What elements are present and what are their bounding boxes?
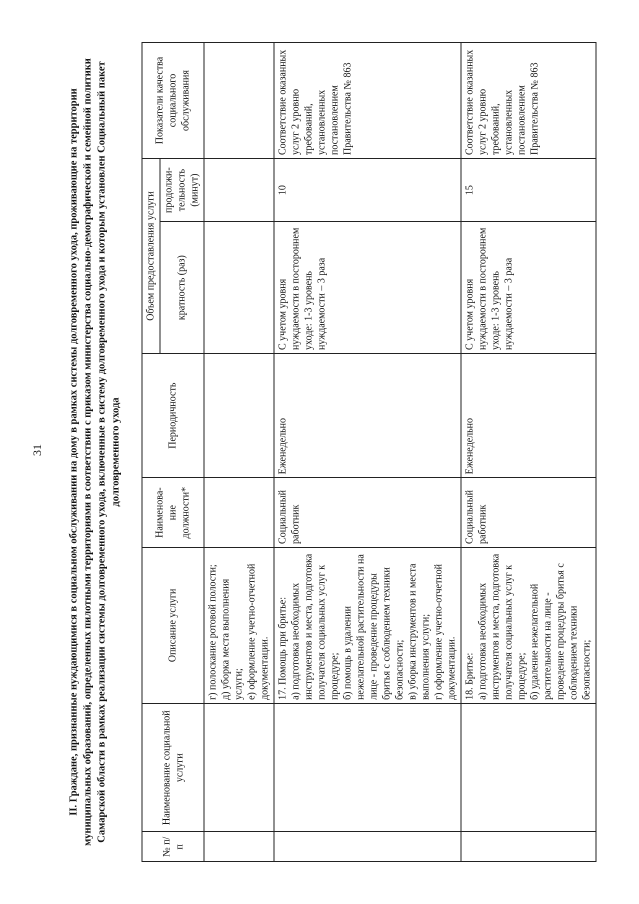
services-table <box>142 42 597 862</box>
cell-frequency: С учетом уровня нуждаемости в постороннем уходе: 1-3 уровень нуждаемости – 3 раза <box>461 222 596 354</box>
table-row <box>204 43 274 862</box>
table-header-row <box>142 43 160 862</box>
header-position: Наименова-ние должности* <box>142 478 204 548</box>
table-row <box>274 43 461 862</box>
description-line: г) полоскание ротовой полости; <box>207 564 219 700</box>
cell-description <box>461 547 596 703</box>
description-line: б) удаление нежелательной растительности на лице - проведение процедуры бритья с соблюдением техники безопасности; <box>529 563 593 700</box>
cell-service-name <box>461 703 596 832</box>
header-duration: продолжи-тельность (минут) <box>160 159 204 222</box>
document-sheet <box>60 32 593 872</box>
description-line: а) подготовка необходимых инструментов и места, подготовка получателя социальных услуг к процедуре; <box>290 553 341 700</box>
cell-description <box>274 547 461 703</box>
cell-description <box>204 547 274 703</box>
cell-periodicity: Еженедельно <box>461 354 596 478</box>
cell-position: Социальный работник <box>461 478 596 548</box>
cell-num <box>204 832 274 862</box>
description-line: б) помощь в удалении нежелательной растительности на лице - проведение процедуры бритья с соблюдением техники безопасности; <box>342 554 406 700</box>
description-line: а) подготовка необходимых инструментов и места, подготовка получателя социальных услуг к процедуре; <box>477 553 528 700</box>
description-line: д) уборка места выполнения услуги; <box>220 578 245 700</box>
cell-frequency: С учетом уровня нуждаемости в постороннем уходе: 1-3 уровень нуждаемости – 3 раза <box>274 222 461 354</box>
cell-position: Социальный работник <box>274 478 461 548</box>
cell-quality: Соответствие оказанных услуг 2 уровню требований, установленных постановлением Правительства № 863 <box>461 43 596 159</box>
cell-duration: 15 <box>461 159 596 222</box>
cell-num <box>274 832 461 862</box>
page-number: 31 <box>30 444 44 456</box>
description-line: 18. Бритье: <box>464 652 476 700</box>
header-quality: Показатели качества социального обслуживания <box>142 43 204 159</box>
cell-service-name <box>274 703 461 832</box>
header-service-name: Наименование социальной услуги <box>142 703 204 832</box>
header-frequency: кратность (раз) <box>160 222 204 354</box>
cell-duration: 10 <box>274 159 461 222</box>
cell-periodicity: Еженедельно <box>274 354 461 478</box>
cell-periodicity <box>204 354 274 478</box>
header-description: Описание услуги <box>142 547 204 703</box>
cell-duration <box>204 159 274 222</box>
description-line: в) уборка инструментов и места выполнения услуги; <box>407 563 432 700</box>
description-line: г) оформление учетно-отчетной документации. <box>433 563 458 700</box>
description-line: 17. Помощь при бритье: <box>277 597 289 700</box>
header-volume: Объем предоставления услуги <box>142 159 160 354</box>
cell-frequency <box>204 222 274 354</box>
cell-position <box>204 478 274 548</box>
section-heading: II. Граждане, признанные нуждающимися в социальном обслуживании на дому в рамках системы долговременного ухода, проживающие на территории муниципальных образований, определенных пилотными территориями в соответствии с приказом министерства социально-демографической и семейной политики Самарской области в рамках реализации системы долговременного ухода, включенные в систему долговременного ухода и которым установлен Социальный пакет долговременного ухода <box>68 58 122 846</box>
cell-service-name <box>204 703 274 832</box>
header-num: № п/п <box>142 832 204 862</box>
header-periodicity: Периодичность <box>142 354 204 478</box>
description-line: е) оформление учетно-отчетной документации. <box>246 563 271 700</box>
cell-quality: Соответствие оказанных услуг 2 уровню требований, установленных постановлением Правительства № 863 <box>274 43 461 159</box>
table-row <box>461 43 596 862</box>
cell-quality <box>204 43 274 159</box>
cell-num <box>461 832 596 862</box>
